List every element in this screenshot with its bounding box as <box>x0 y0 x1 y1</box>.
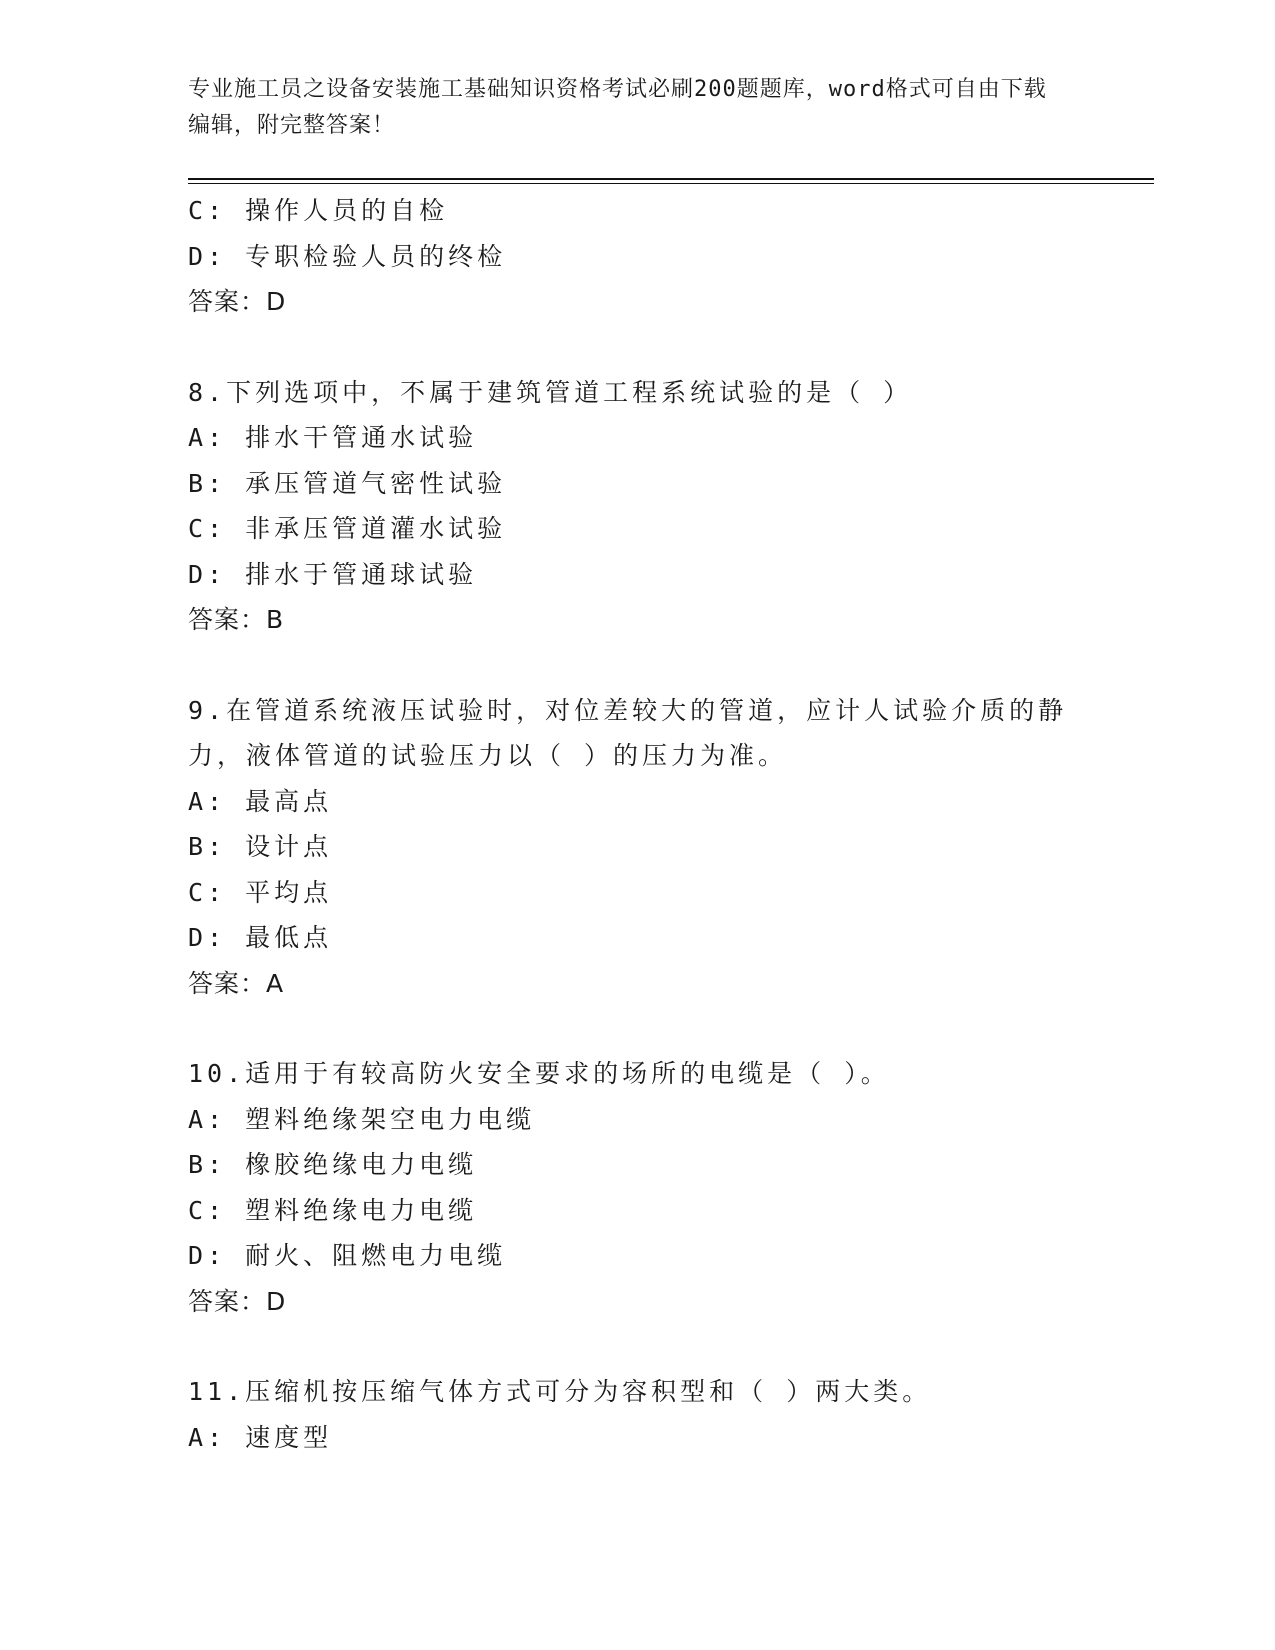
question-11 <box>188 1369 1088 1460</box>
option-c: C: 平均点 <box>188 877 333 907</box>
option-b: B: 设计点 <box>188 832 333 861</box>
header-title: 专业施工员之设备安装施工基础知识资格考试必刷200题题库，word格式可自由下载编辑，附完整答案！ <box>188 77 1047 138</box>
option-a: A: 最高点 <box>188 786 333 816</box>
option-a: A: 排水干管通水试验 <box>188 423 478 452</box>
question-7-tail <box>188 188 1088 325</box>
document-header <box>188 72 1068 144</box>
header-divider-thin <box>188 183 1154 184</box>
question-title: 10.适用于有较高防火安全要求的场所的电缆是（ ）。 <box>188 1059 890 1088</box>
option-b: B: 橡胶绝缘电力电缆 <box>188 1150 478 1179</box>
question-title: 8.下列选项中，不属于建筑管道工程系统试验的是（ ） <box>188 377 913 407</box>
answer-label: 答案：B <box>188 605 285 634</box>
header-divider-thick <box>188 178 1154 180</box>
answer-label: 答案：D <box>188 287 287 316</box>
option-c: C: 非承压管道灌水试验 <box>188 514 507 543</box>
option-a: A: 速度型 <box>188 1422 333 1452</box>
option-d: D: 排水于管通球试验 <box>188 559 478 589</box>
option-d: D: 最低点 <box>188 923 333 952</box>
question-title: 11.压缩机按压缩气体方式可分为容积型和（ ）两大类。 <box>188 1377 932 1406</box>
option-d: D: 专职检验人员的终检 <box>188 241 507 271</box>
answer-label: 答案：D <box>188 1286 287 1316</box>
question-8 <box>188 370 1088 643</box>
option-a: A: 塑料绝缘架空电力电缆 <box>188 1104 536 1134</box>
question-title: 9.在管道系统液压试验时，对位差较大的管道，应计人试验介质的静力，液体管道的试验压力以（ ）的压力为准。 <box>188 695 1068 770</box>
question-list <box>188 188 1088 1460</box>
option-c: C: 塑料绝缘电力电缆 <box>188 1195 478 1225</box>
answer-label: 答案：A <box>188 968 285 998</box>
option-b: B: 承压管道气密性试验 <box>188 468 507 498</box>
question-9 <box>188 688 1088 1007</box>
question-10 <box>188 1051 1088 1324</box>
option-d: D: 耐火、阻燃电力电缆 <box>188 1241 507 1270</box>
option-c: C: 操作人员的自检 <box>188 196 449 225</box>
